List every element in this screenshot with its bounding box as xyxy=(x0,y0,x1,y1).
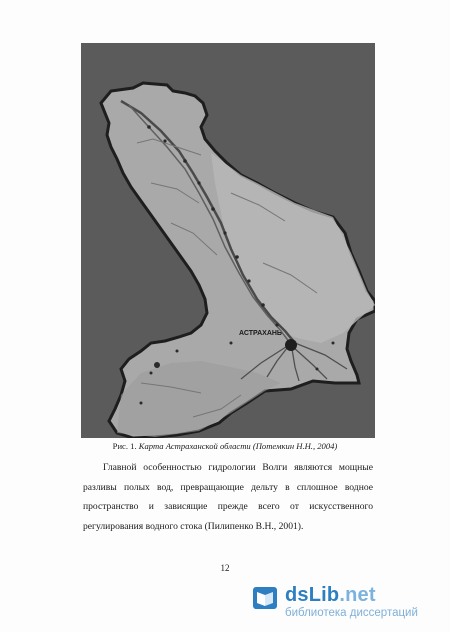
watermark-subtitle: библиотека диссертаций xyxy=(285,607,418,619)
caption-prefix: Рис. 1. xyxy=(112,441,137,451)
watermark-title-main: dsLib xyxy=(285,584,340,606)
map-figure xyxy=(81,43,375,438)
caption-title: Карта Астраханской области (Потемкин Н.Н., 2004) xyxy=(138,441,338,451)
astrakhan-region-map xyxy=(81,43,375,438)
dslib-logo-icon xyxy=(251,584,279,612)
paragraph xyxy=(83,458,373,536)
astrakhan-city-marker xyxy=(285,339,297,351)
map-label-astrakhan: АСТРАХАНЬ xyxy=(239,330,282,337)
watermark-title xyxy=(285,584,376,607)
dslib-watermark[interactable] xyxy=(251,582,436,622)
watermark-title-suffix: .net xyxy=(339,584,376,606)
paragraph-text: Главной особенностью гидрологии Волги являются мощные разливы полых вод, превращающие дельту в сплошное водное пространство и зависящие прежде всего от искусственного регулирования водного стока (Пилипенко В.Н., 2001). xyxy=(83,462,373,532)
figure-caption xyxy=(0,441,450,451)
page-number: 12 xyxy=(220,563,230,573)
